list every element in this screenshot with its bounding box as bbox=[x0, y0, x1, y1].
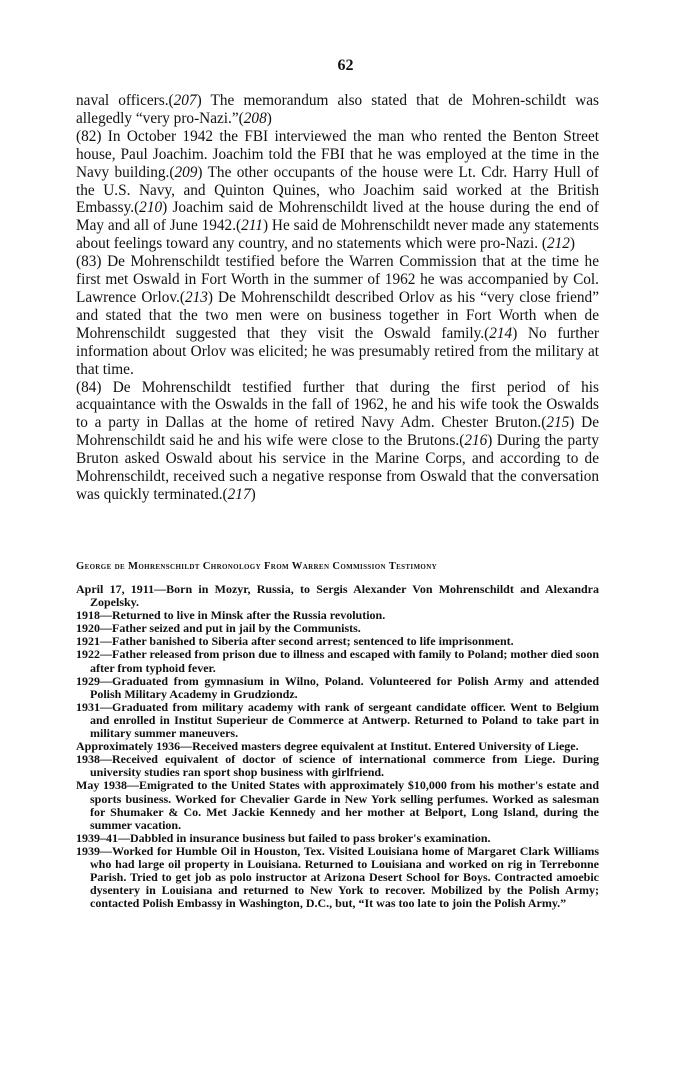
paragraph-text: ) Joachim said de Mohrenschildt lived at the house during the end of May and all of June 1942.( bbox=[76, 199, 599, 235]
chronology-entry: 1938—Received equivalent of doctor of science of international commerce from Liege. During university studies ran sport shop business with girlfriend. bbox=[76, 752, 599, 780]
paragraph-text: ) bbox=[569, 235, 575, 253]
footnote-ref: 212 bbox=[546, 235, 570, 253]
chronology-entry: 1921—Father banished to Siberia after second arrest; sentenced to life imprisonment. bbox=[76, 634, 514, 649]
chronology-entry: 1929—Graduated from gymnasium in Wilno, Poland. Volunteered for Polish Army and attended Polish Military Academy in Grudziondz. bbox=[76, 673, 599, 701]
paragraph-text: ) bbox=[250, 485, 256, 503]
footnote-ref: 214 bbox=[489, 324, 513, 342]
chronology-entry: 1939–41—Dabbled in insurance business but failed to pass broker's examination. bbox=[76, 830, 491, 845]
paragraph-text: (84) De Mohrenschildt testified further that during the first period of his acquaintance with the Oswalds in the fall of 1962, he and his wife took the Oswalds to a party in Dallas at the home of retired Navy Adm. Chester Bruton.( bbox=[76, 378, 599, 432]
body-paragraph bbox=[76, 128, 599, 253]
paragraph-text: ) He said de Mohrenschildt never made any statements about feelings toward any country, and no statements which were pro-Nazi. ( bbox=[76, 217, 599, 253]
paragraph-text: naval officers.( bbox=[76, 92, 174, 109]
footnote-ref: 208 bbox=[243, 109, 267, 127]
chronology-entry: 1922—Father released from prison due to illness and escaped with family to Poland; mother died soon after from typhoid fever. bbox=[76, 647, 599, 675]
footnote-ref: 216 bbox=[464, 432, 488, 450]
paragraph-text: (83) De Mohrenschildt testified before the Warren Commission that at the time he first met Oswald in Fort Worth in the summer of 1962 he was accompanied by Col. Lawrence Orlov.( bbox=[76, 253, 599, 306]
chronology-entry: 1931—Graduated from military academy with rank of sergeant candidate officer. Went to Belgium and enrolled in Institut Superieur de Commerce at Antwerp. Returned to Poland to take part in military summer maneuvers. bbox=[76, 699, 599, 741]
body-paragraph bbox=[76, 253, 599, 378]
paragraph-text: ) bbox=[266, 109, 272, 127]
footnote-ref: 207 bbox=[173, 92, 197, 109]
page-number: 62 bbox=[337, 57, 354, 74]
chronology-entry: 1939—Worked for Humble Oil in Houston, Tex. Visited Louisiana home of Margaret Clark Williams who had large oil property in Louisiana. Returned to Louisiana and worked on rig in Terrebonne Parish. Tried to get job as polo instructor at Arizona Desert School for Boys. Contracted amoebic dysentery in Louisiana and returned to New York to recover. Mobilized by the Polish Army; contacted Polish Embassy in Washington, D.C., but, “It was too late to join the Polish Army.” bbox=[76, 843, 599, 911]
body-paragraph bbox=[76, 379, 599, 504]
footnote-ref: 217 bbox=[227, 485, 251, 503]
paragraph-text: ) De Mohrenschildt described Orlov as his “very close friend” and stated that the two men were on business together in Fort Worth when de Mohrenschildt suggested that they visit the Oswald family.( bbox=[76, 288, 599, 342]
chronology-title: George de Mohrenschildt Chronology From Warren Commission Testimony bbox=[76, 561, 438, 572]
footnote-ref: 210 bbox=[139, 199, 163, 217]
body-paragraph bbox=[76, 92, 599, 128]
paragraph-text: ) De Mohrenschildt said he and his wife were close to the Brutons.( bbox=[76, 414, 599, 450]
footnote-ref: 215 bbox=[546, 414, 570, 432]
footnote-ref: 209 bbox=[174, 163, 198, 181]
chronology-entry: 1918—Returned to live in Minsk after the Russia revolution. bbox=[76, 608, 386, 623]
footnote-ref: 211 bbox=[241, 217, 263, 235]
paragraph-text: ) The memorandum also stated that de Mohren-schildt was allegedly “very pro-Nazi.”( bbox=[76, 92, 599, 127]
footnote-ref: 213 bbox=[184, 288, 208, 306]
paragraph-text: ) During the party Bruton asked Oswald about his service in the Marine Corps, and according to de Mohrenschildt, received such a negative response from Oswald that the conversation was quickly terminated.( bbox=[76, 432, 599, 503]
chronology-entry: Approximately 1936—Received masters degree equivalent at Institut. Entered University of Liege. bbox=[76, 739, 579, 754]
paragraph-text: ) No further information about Orlov was elicited; he was presumably retired from the military at that time. bbox=[76, 324, 599, 378]
chronology-entry: 1920—Father seized and put in jail by the Communists. bbox=[76, 621, 361, 636]
chronology-list bbox=[76, 583, 599, 910]
paragraph-text: (82) In October 1942 the FBI interviewed the man who rented the Benton Street house, Paul Joachim. Joachim told the FBI that he was employed at the time in the Navy building.( bbox=[76, 127, 599, 181]
chronology-entry: May 1938—Emigrated to the United States with approximately $10,000 from his mother's estate and sports business. Worked for Chevalier Garde in New York selling perfumes. Worked as salesman for Shumaker & Co. Met Jackie Kennedy and her mother at Belport, Long Island, during the summer vacation. bbox=[76, 778, 599, 832]
paragraph-text: ) The other occupants of the house were Lt. Cdr. Harry Hull of the U.S. Navy, and Quinton Quines, who Joachim said worked at the British Embassy.( bbox=[76, 163, 599, 217]
body-text bbox=[76, 92, 599, 504]
chronology-entry: April 17, 1911—Born in Mozyr, Russia, to Sergis Alexander Von Mohrenschildt and Alexandra Zopelsky. bbox=[76, 582, 599, 610]
